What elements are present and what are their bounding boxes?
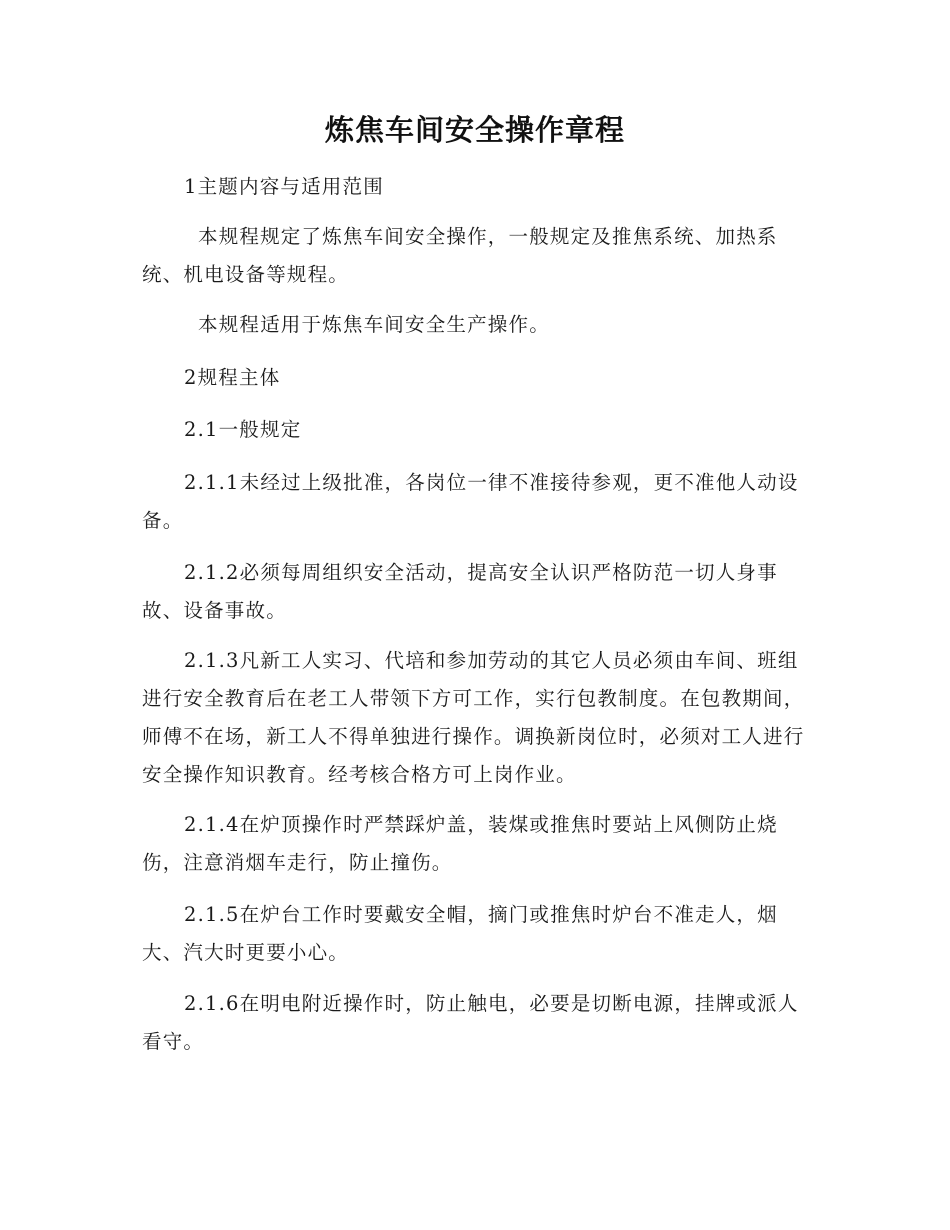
clause-2-1-4: 2.1.4在炉顶操作时严禁踩炉盖，装煤或推焦时要站上风侧防止烧伤，注意消烟车走行，防止撞伤。	[142, 813, 778, 874]
section-heading-2: 2规程主体	[184, 366, 281, 389]
paragraph-scope-description: 本规程规定了炼焦车间安全操作，一般规定及推焦系统、加热系统、机电设备等规程。	[142, 225, 778, 286]
clause-2-1-2: 2.1.2必须每周组织安全活动，提高安全认识严格防范一切人身事故、设备事故。	[142, 561, 778, 622]
section-heading-1: 1主题内容与适用范围	[184, 175, 384, 198]
paragraph-scope-applicability: 本规程适用于炼焦车间安全生产操作。	[198, 313, 550, 336]
clause-2-1-6: 2.1.6在明电附近操作时，防止触电，必要是切断电源，挂牌或派人看守。	[142, 992, 799, 1053]
clause-2-1-1: 2.1.1未经过上级批准，各岗位一律不准接待参观，更不准他人动设备。	[142, 471, 799, 532]
clause-2-1-3: 2.1.3凡新工人实习、代培和参加劳动的其它人员必须由车间、班组进行安全教育后在老工人带领下方可工作，实行包教制度。在包教期间，师傅不在场，新工人不得单独进行操作。调换新岗位时，必须对工人进行安全操作知识教育。经考核合格方可上岗作业。	[142, 649, 805, 786]
document-title: 炼焦车间安全操作章程	[324, 113, 625, 147]
clause-2-1-5: 2.1.5在炉台工作时要戴安全帽，摘门或推焦时炉台不准走人，烟大、汽大时更要小心。	[142, 903, 778, 964]
subsection-heading-2-1: 2.1一般规定	[184, 418, 302, 441]
